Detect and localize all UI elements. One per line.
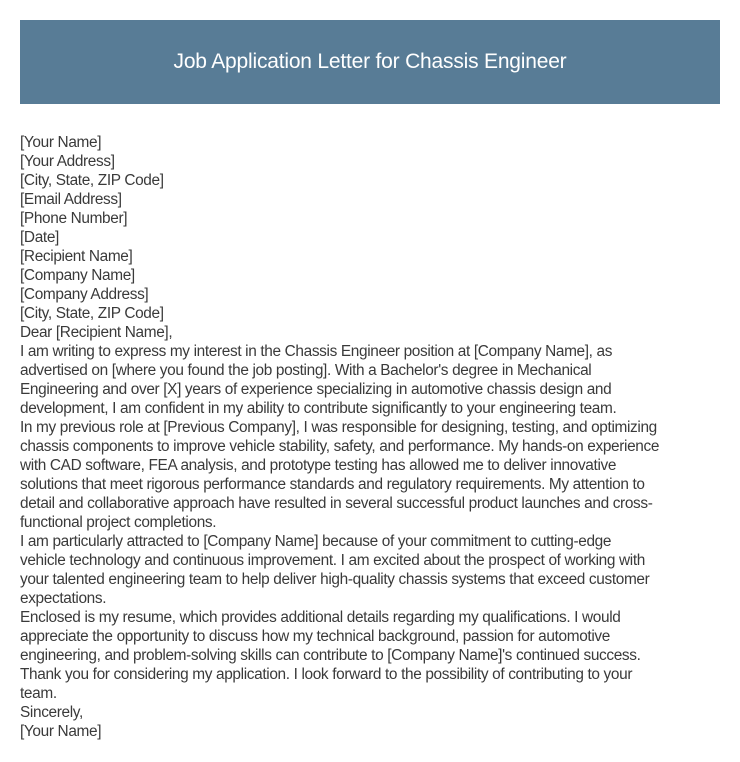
closing: Sincerely, — [20, 704, 83, 721]
paragraph-motivation — [20, 532, 720, 608]
sender-address: [Your Address] — [20, 153, 115, 170]
paragraph-line: I am particularly attracted to [Company Name] because of your commitment to cutting-edge — [20, 533, 612, 550]
letter-body — [20, 133, 720, 741]
sender-email: [Email Address] — [20, 191, 122, 208]
paragraph-line: advertised on [where you found the job posting]. With a Bachelor's degree in Mechanical — [20, 362, 592, 379]
paragraph-line: Thank you for considering my application. I look forward to the possibility of contributing to your — [20, 666, 633, 683]
recipient-company: [Company Name] — [20, 267, 135, 284]
paragraph-line: appreciate the opportunity to discuss how my technical background, passion for automotive — [20, 628, 610, 645]
paragraph-line: team. — [20, 685, 57, 702]
paragraph-line: Engineering and over [X] years of experience specializing in automotive chassis design and — [20, 381, 612, 398]
recipient-city-state-zip: [City, State, ZIP Code] — [20, 305, 164, 322]
recipient-block — [20, 247, 720, 323]
paragraph-line: development, I am confident in my ability to contribute significantly to your engineering team. — [20, 400, 617, 417]
paragraph-enclosure — [20, 608, 720, 665]
signature: [Your Name] — [20, 723, 102, 740]
title-banner — [20, 20, 720, 104]
recipient-name: [Recipient Name] — [20, 248, 133, 265]
page-title: Job Application Letter for Chassis Engineer — [173, 50, 567, 73]
paragraph-line: your talented engineering team to help deliver high-quality chassis systems that exceed customer — [20, 571, 650, 588]
paragraph-line: with CAD software, FEA analysis, and prototype testing has allowed me to deliver innovative — [20, 457, 617, 474]
paragraph-line: engineering, and problem-solving skills can contribute to [Company Name]'s continued success. — [20, 647, 641, 664]
sender-phone: [Phone Number] — [20, 210, 128, 227]
sender-name: [Your Name] — [20, 134, 102, 151]
paragraph-line: solutions that meet rigorous performance standards and regulatory requirements. My attention to — [20, 476, 645, 493]
paragraph-line: chassis components to improve vehicle stability, safety, and performance. My hands-on experience — [20, 438, 660, 455]
paragraph-line: In my previous role at [Previous Company], I was responsible for designing, testing, and optimizing — [20, 419, 657, 436]
sender-block — [20, 133, 720, 247]
paragraph-line: functional project completions. — [20, 514, 217, 531]
paragraph-line: detail and collaborative approach have resulted in several successful product launches and cross- — [20, 495, 653, 512]
paragraph-thanks — [20, 665, 720, 703]
letter-date: [Date] — [20, 229, 59, 246]
paragraph-line: vehicle technology and continuous improvement. I am excited about the prospect of working with — [20, 552, 645, 569]
paragraph-line: I am writing to express my interest in the Chassis Engineer position at [Company Name], as — [20, 343, 613, 360]
recipient-address: [Company Address] — [20, 286, 149, 303]
salutation: Dear [Recipient Name], — [20, 324, 173, 341]
paragraph-line: expectations. — [20, 590, 107, 607]
sender-city-state-zip: [City, State, ZIP Code] — [20, 172, 164, 189]
paragraph-intro — [20, 342, 720, 418]
paragraph-experience — [20, 418, 720, 532]
paragraph-line: Enclosed is my resume, which provides additional details regarding my qualifications. I would — [20, 609, 621, 626]
